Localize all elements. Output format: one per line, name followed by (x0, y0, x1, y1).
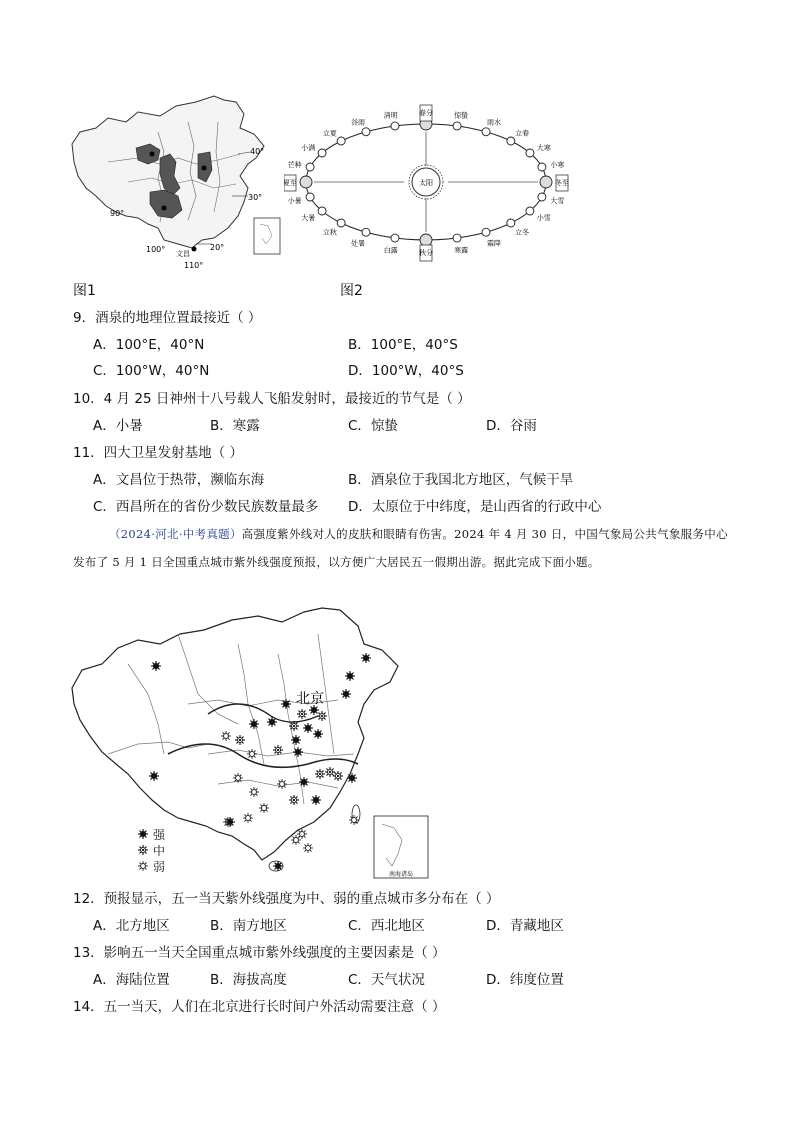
uv-marker-medium-28 (289, 795, 299, 805)
orbit-position-17 (306, 193, 314, 201)
question-10-stem: 10．4 月 25 日神州十八号载人飞船发射时，最接近的节气是（ ） (73, 391, 471, 407)
sun-label: 太阳 (419, 179, 433, 187)
uv-marker-weak-30 (259, 803, 269, 813)
solar-term-label-23: 清明 (383, 111, 398, 120)
uv-marker-strong-3 (341, 689, 351, 699)
uv-marker-strong-8 (249, 719, 259, 729)
weak-star-icon (136, 859, 150, 873)
uv-marker-weak-17 (247, 749, 257, 759)
orbit-position-2 (482, 128, 490, 136)
uv-marker-strong-19 (149, 771, 159, 781)
orbit-position-14 (362, 228, 370, 236)
uv-marker-strong-25 (347, 773, 357, 783)
strong-star-icon (136, 827, 150, 841)
legend-weak: 弱 (136, 858, 196, 874)
orbit-position-16 (318, 207, 326, 215)
fig1-caption: 图1 (73, 283, 96, 299)
uv-intensity-map (68, 604, 448, 880)
lon-label-110: 110° (184, 261, 204, 270)
solar-term-label-19: 芒种 (287, 160, 302, 169)
solar-term-label-17: 小暑 (287, 197, 302, 206)
uv-marker-strong-21 (299, 777, 309, 787)
uv-marker-strong-13 (303, 723, 313, 733)
passage-source: （2024·河北·中考真题） (109, 527, 242, 541)
solar-term-label-5: 小寒 (550, 160, 565, 169)
q10-option-b[interactable]: B．寒露 (210, 418, 260, 434)
q13-option-c[interactable]: C．天气状况 (348, 972, 425, 988)
solar-term-label-15: 立秋 (322, 228, 337, 237)
uv-marker-strong-0 (151, 661, 161, 671)
solar-term-label-12: 秋分 (419, 249, 433, 257)
solar-term-label-0: 春分 (419, 109, 433, 117)
q12-option-a[interactable]: A．北方地区 (93, 918, 170, 934)
q9-option-c[interactable]: C．100°W，40°N (93, 363, 210, 379)
solar-term-label-2: 雨水 (487, 118, 501, 127)
uv-marker-strong-29 (311, 795, 321, 805)
orbit-position-22 (362, 128, 370, 136)
solar-term-label-11: 寒露 (454, 246, 469, 255)
q9-option-b[interactable]: B．100°E，40°S (348, 337, 458, 353)
q12-option-d[interactable]: D．青藏地区 (486, 918, 564, 934)
solar-term-label-7: 大雪 (550, 197, 565, 206)
q11-option-a[interactable]: A．文昌位于热带，濒临东海 (93, 472, 265, 488)
sun-icon (409, 165, 443, 199)
question-12-stem: 12．预报显示，五一当天紫外线强度为中、弱的重点城市多分布在（ ） (73, 891, 500, 907)
legend-strong: 强 (136, 826, 196, 842)
solar-term-label-10: 霜降 (487, 239, 501, 248)
q12-option-c[interactable]: C．西北地区 (348, 918, 425, 934)
orbit-position-9 (507, 219, 515, 227)
uv-marker-strong-15 (291, 735, 301, 745)
solar-term-label-22: 谷雨 (351, 118, 365, 127)
uv-marker-weak-20 (233, 773, 243, 783)
uv-marker-weak-34 (349, 815, 359, 825)
solar-term-label-14: 处暑 (351, 239, 365, 248)
uv-marker-weak-26 (277, 779, 287, 789)
orbit-position-8 (526, 207, 534, 215)
orbit-position-11 (453, 234, 461, 242)
question-14-stem: 14．五一当天，人们在北京进行长时间户外活动需要注意（ ） (73, 999, 446, 1015)
q10-option-d[interactable]: D．谷雨 (486, 418, 537, 434)
orbit-position-3 (507, 137, 515, 145)
uv-marker-strong-18 (293, 747, 303, 757)
q10-option-a[interactable]: A．小暑 (93, 418, 143, 434)
uv-marker-strong-37 (273, 861, 283, 871)
q13-option-b[interactable]: B．海拔高度 (210, 972, 287, 988)
uv-marker-medium-24 (333, 771, 343, 781)
legend-medium: 中 (136, 842, 196, 858)
solar-term-label-9: 立冬 (515, 228, 530, 237)
uv-marker-strong-14 (313, 729, 323, 739)
passage-text: 高强度紫外线对人的皮肤和眼睛有伤害。2024 年 4 月 30 日，中国气象局公共气象服务中心发布了 5 月 1 日全国重点城市紫外线强度预报，以方便广大居民五一假期出游。据此完成下面小题。 (73, 527, 728, 569)
uv-marker-strong-2 (345, 671, 355, 681)
uv-marker-strong-11 (267, 717, 277, 727)
solar-term-label-4: 大寒 (536, 144, 551, 152)
solar-term-label-20: 小满 (301, 144, 316, 152)
q11-option-c[interactable]: C．西昌所在的省份少数民族数量最多 (93, 499, 319, 515)
uv-marker-weak-36 (303, 843, 313, 853)
lat-label-40: 40° (250, 147, 265, 156)
uv-marker-weak-10 (221, 731, 231, 741)
orbit-position-6 (540, 176, 552, 188)
figure-2-orbit (284, 98, 570, 264)
q9-option-d[interactable]: D．100°W，40°S (348, 363, 464, 379)
figure-1-map (68, 92, 290, 272)
lat-label-30: 30° (248, 193, 263, 202)
lon-label-90: 90° (110, 209, 125, 218)
solar-term-label-8: 小雪 (536, 214, 551, 222)
orbit-position-5 (538, 163, 546, 171)
solar-term-label-6: 冬至 (555, 179, 569, 187)
question-9-stem: 9．酒泉的地理位置最接近（ ） (73, 310, 262, 326)
question-13-stem: 13．影响五一当天全国重点城市紫外线强度的主要因素是（ ） (73, 945, 446, 961)
uv-marker-medium-6 (297, 709, 307, 719)
uv-marker-medium-16 (273, 745, 283, 755)
solar-term-label-3: 立春 (515, 129, 530, 138)
uv-marker-strong-7 (281, 699, 291, 709)
q9-option-a[interactable]: A．100°E，40°N (93, 337, 205, 353)
orbit-position-10 (482, 228, 490, 236)
uv-marker-medium-9 (235, 735, 245, 745)
south-china-sea-inset (374, 816, 428, 878)
lon-label-100: 100° (146, 245, 166, 254)
uv-marker-weak-27 (249, 787, 259, 797)
fig2-caption: 图2 (340, 283, 363, 299)
q13-option-d[interactable]: D．纬度位置 (486, 972, 564, 988)
beijing-label: 北京 (296, 691, 324, 707)
orbit-position-13 (391, 234, 399, 242)
q13-option-a[interactable]: A．海陆位置 (93, 972, 170, 988)
q12-option-b[interactable]: B．南方地区 (210, 918, 287, 934)
orbit-position-1 (453, 122, 461, 130)
solar-term-label-16: 大暑 (301, 214, 316, 222)
uv-marker-medium-5 (317, 711, 327, 721)
uv-marker-strong-1 (361, 653, 371, 663)
orbit-position-19 (306, 163, 314, 171)
uv-legend (136, 826, 196, 874)
q10-option-c[interactable]: C．惊蛰 (348, 418, 398, 434)
reading-passage (73, 520, 733, 576)
city-label-wenchang: 文昌 (176, 250, 190, 258)
q11-option-b[interactable]: B．酒泉位于我国北方地区，气候干旱 (348, 472, 574, 488)
uv-marker-medium-22 (315, 769, 325, 779)
lat-label-20: 20° (210, 243, 225, 252)
orbit-position-15 (337, 219, 345, 227)
solar-term-label-18: 夏至 (284, 179, 297, 187)
q11-option-d[interactable]: D．太原位于中纬度，是山西省的行政中心 (348, 499, 602, 515)
orbit-position-7 (538, 193, 546, 201)
orbit-position-23 (391, 122, 399, 130)
uv-marker-strong-38 (225, 817, 235, 827)
medium-star-icon (136, 843, 150, 857)
orbit-position-4 (526, 149, 534, 157)
orbit-position-12 (420, 234, 432, 246)
solar-term-label-21: 立夏 (322, 129, 337, 138)
solar-term-label-1: 惊蛰 (454, 111, 469, 120)
orbit-position-18 (300, 176, 312, 188)
solar-term-label-13: 白露 (383, 246, 398, 255)
uv-marker-medium-12 (289, 721, 299, 731)
orbit-position-21 (337, 137, 345, 145)
orbit-position-20 (318, 149, 326, 157)
inset-label: 南海诸岛 (388, 871, 414, 878)
uv-marker-weak-35 (291, 835, 301, 845)
question-11-stem: 11．四大卫星发射基地（ ） (73, 445, 243, 461)
uv-marker-weak-31 (243, 813, 253, 823)
